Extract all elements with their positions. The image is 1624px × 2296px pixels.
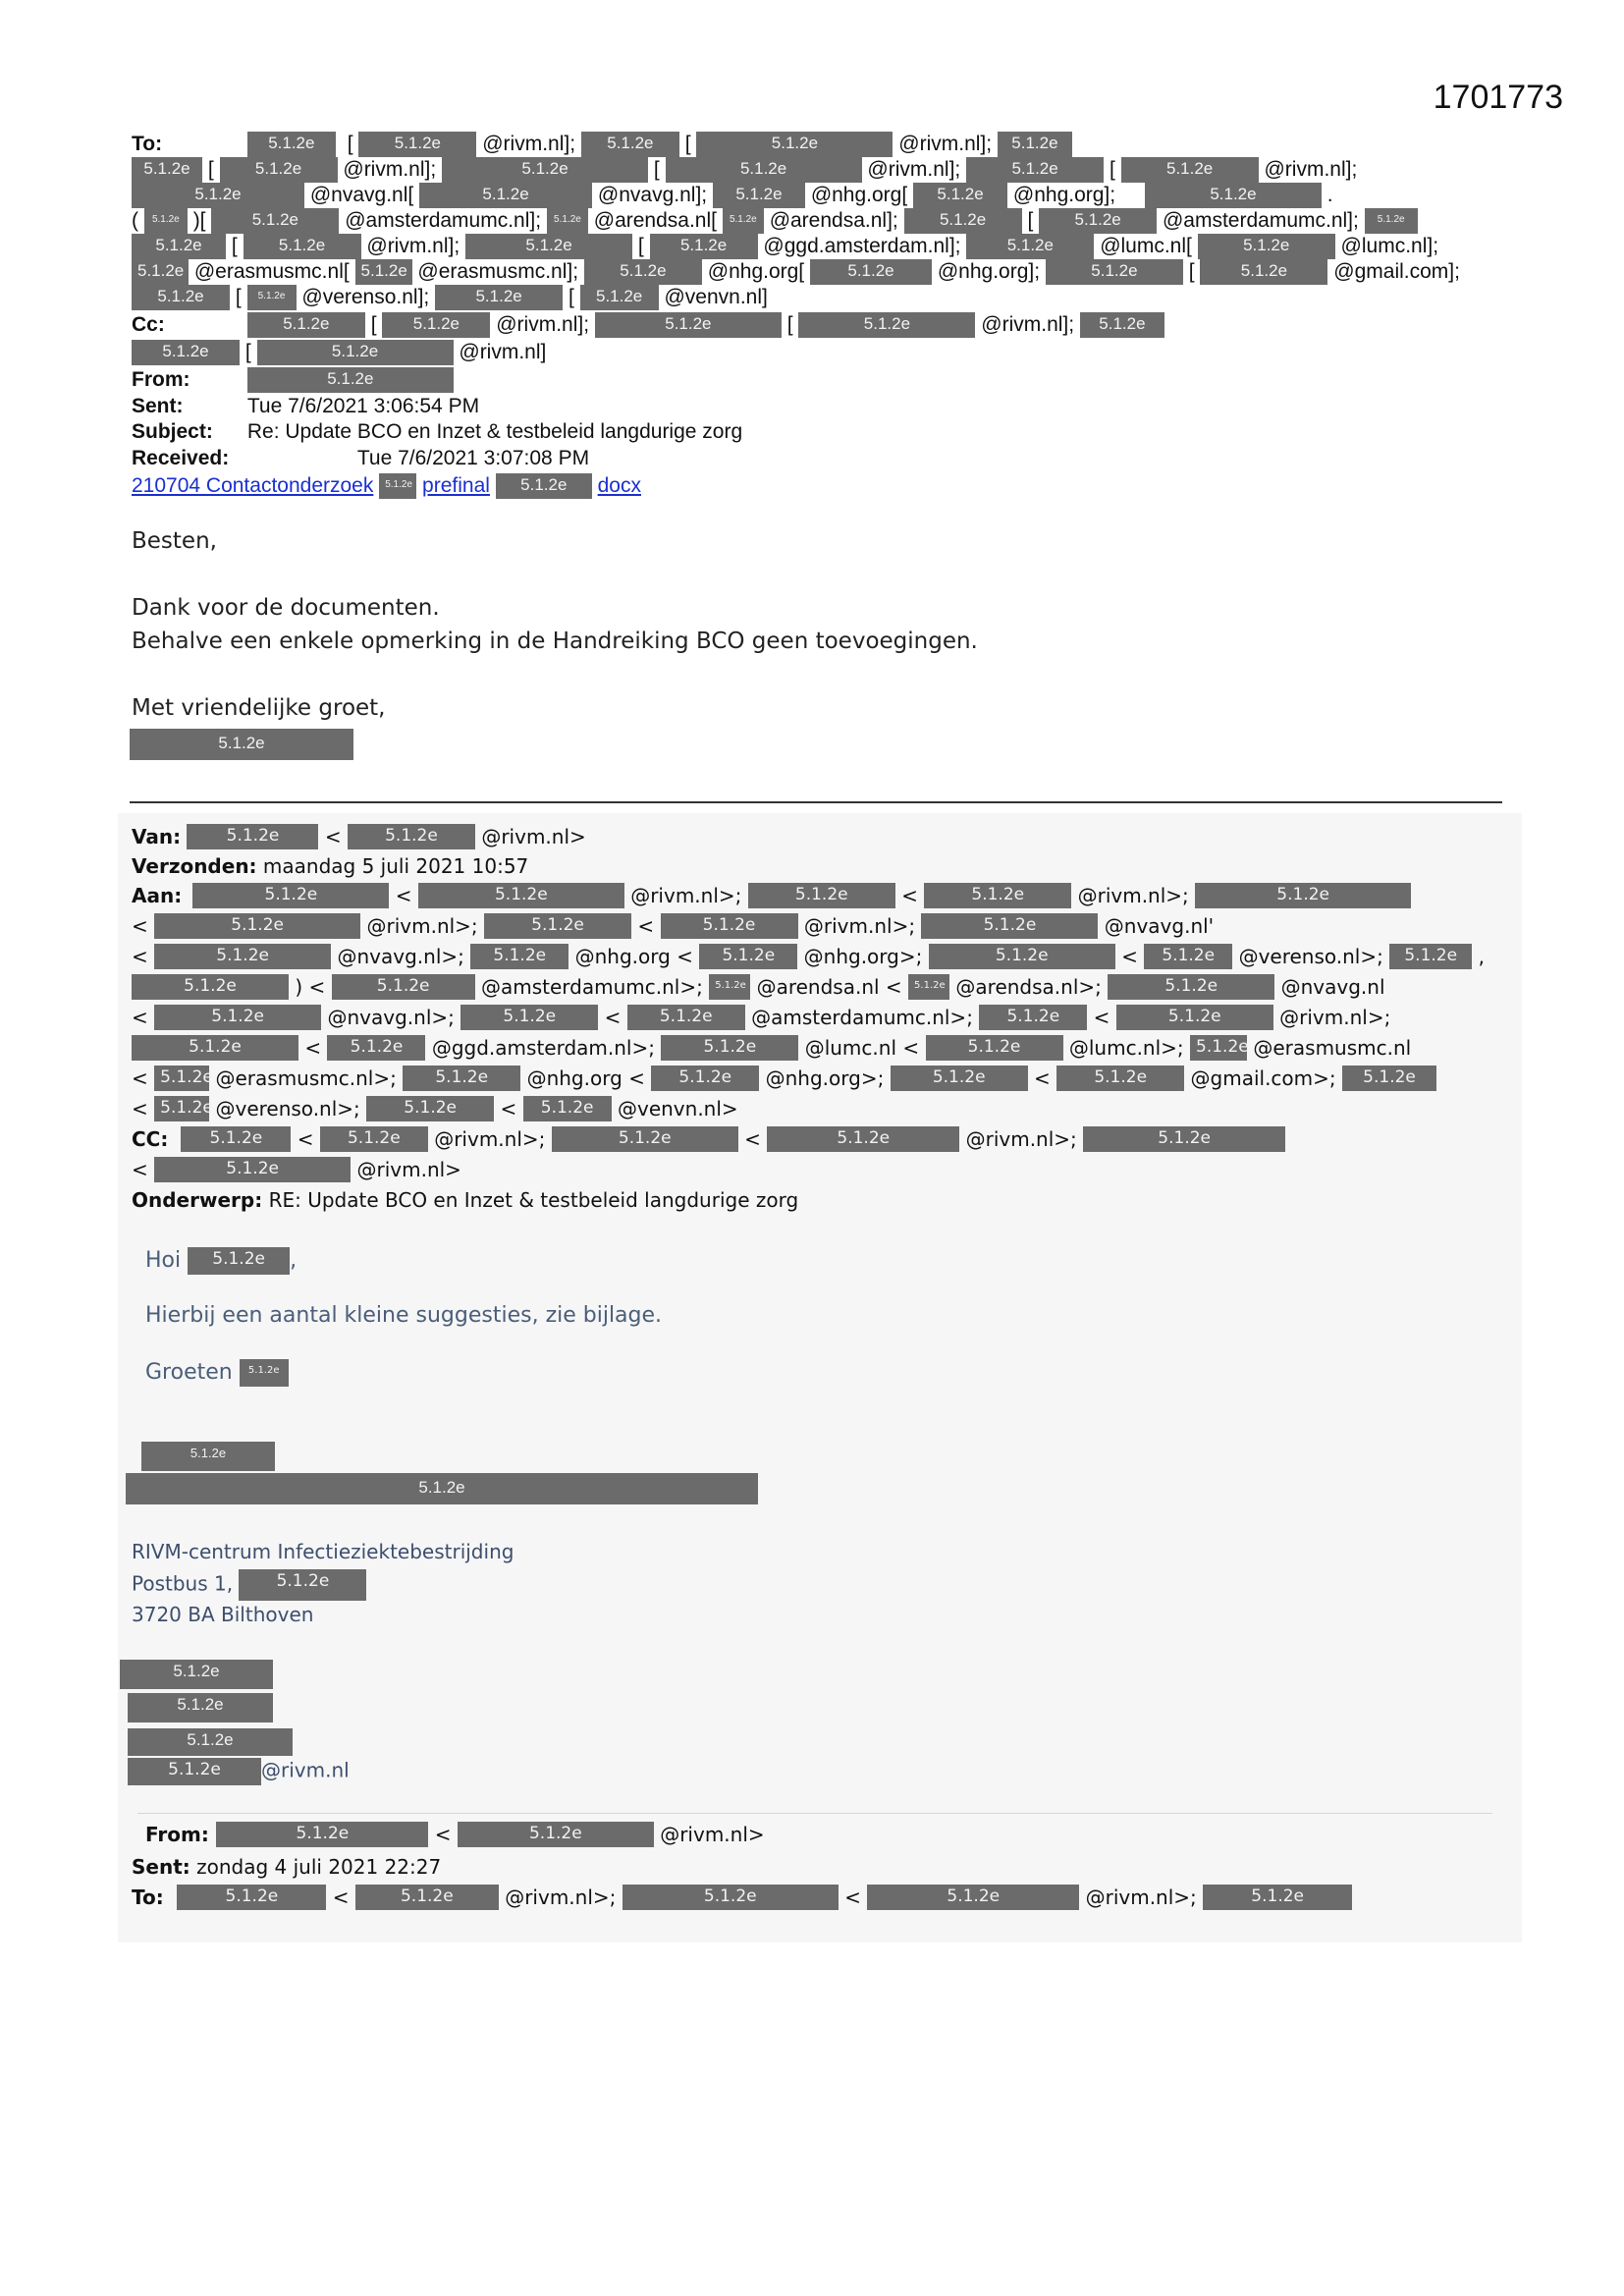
subject-label: Subject:: [132, 420, 213, 444]
aan-line: < 5.1.2e @nvavg.nl>; 5.1.2e @nhg.org < 5.1.2e @nhg.org>; 5.1.2e < 5.1.2e @verenso.nl>; 5.1.2e ,: [132, 944, 1485, 968]
redaction: 5.1.2e: [1039, 208, 1157, 234]
redaction: 5.1.2e: [154, 1096, 209, 1121]
received-line: [132, 447, 589, 470]
redaction: 5.1.2e: [177, 1885, 326, 1910]
redaction: 5.1.2e: [247, 312, 365, 338]
redaction: 5.1.2e: [666, 157, 862, 183]
redaction: 5.1.2e: [132, 974, 289, 1000]
to-line: 5.1.2e [ 5.1.2e @rivm.nl]; 5.1.2e [ 5.1.2e @rivm.nl]; 5.1.2e [ 5.1.2e @rivm.nl];: [132, 157, 1357, 183]
greeting: Besten,: [132, 528, 217, 554]
to-line: 5.1.2e @erasmusmc.nl[ 5.1.2e @erasmusmc.nl]; 5.1.2e @nhg.org[ 5.1.2e @nhg.org]; 5.1.2e [ 5.1.2e @gmail.com];: [132, 259, 1460, 285]
redaction: 5.1.2e: [355, 1885, 499, 1910]
reply-line: Hierbij een aantal kleine suggesties, zie bijlage.: [145, 1303, 663, 1328]
from-line: From: 5.1.2e < 5.1.2e @rivm.nl>: [145, 1822, 765, 1846]
sent-line: [132, 395, 479, 418]
redaction: 5.1.2e: [257, 340, 454, 365]
redaction: 5.1.2e: [247, 132, 336, 157]
signature-org: RIVM-centrum Infectieziektebestrijding: [132, 1540, 514, 1563]
redaction: 5.1.2e: [418, 883, 624, 908]
attachment-name-part[interactable]: docx: [597, 474, 641, 497]
sent-value: Tue 7/6/2021 3:06:54 PM: [246, 395, 480, 418]
aan-label: Aan:: [132, 883, 183, 907]
redaction: 5.1.2e: [465, 234, 632, 259]
redaction: 5.1.2e: [458, 1822, 654, 1847]
van-line: Van: 5.1.2e < 5.1.2e @rivm.nl>: [132, 824, 586, 848]
to-line: 5.1.2e [ 5.1.2e @verenso.nl]; 5.1.2e [ 5.1.2e @venvn.nl]: [132, 285, 768, 310]
redaction: 5.1.2e: [767, 1126, 959, 1152]
verzonden-value: maandag 5 juli 2021 10:57: [262, 853, 529, 878]
redaction: 5.1.2e: [867, 1885, 1079, 1910]
to-label: To:: [132, 133, 163, 155]
redaction: 5.1.2e: [154, 1066, 209, 1091]
redaction: 5.1.2e: [908, 974, 949, 1000]
verzonden-label: Verzonden:: [132, 853, 257, 878]
aan-line: < 5.1.2e @rivm.nl>; 5.1.2e < 5.1.2e @rivm.nl>; 5.1.2e @nvavg.nl': [132, 913, 1215, 938]
redaction: 5.1.2e: [154, 1005, 321, 1030]
redaction: 5.1.2e: [699, 944, 797, 969]
received-label: Received:: [132, 447, 230, 470]
cc-label: CC:: [132, 1126, 169, 1151]
redaction: 5.1.2e: [623, 1885, 839, 1910]
redaction: 5.1.2e: [419, 183, 592, 208]
to-line: ( 5.1.2e )[ 5.1.2e @amsterdamumc.nl]; 5.1.2e @arendsa.nl[ 5.1.2e @arendsa.nl]; 5.1.2e [ 5.1.2e @amsterdamumc.nl]; 5.1.2e: [132, 208, 1418, 234]
redaction: 5.1.2e: [332, 974, 475, 1000]
redaction: 5.1.2e: [240, 1359, 289, 1387]
to-line: To: 5.1.2e < 5.1.2e @rivm.nl>; 5.1.2e < 5.1.2e @rivm.nl>; 5.1.2e: [132, 1884, 1352, 1910]
redaction: 5.1.2e: [998, 132, 1072, 157]
body-line: Dank voor de documenten.: [132, 595, 440, 621]
signature-city: 3720 BA Bilthoven: [132, 1603, 314, 1626]
redaction: 5.1.2e: [1121, 157, 1259, 183]
aan-line: 5.1.2e < 5.1.2e @ggd.amsterdam.nl>; 5.1.2e @lumc.nl < 5.1.2e @lumc.nl>; 5.1.2e @erasmusmc.nl: [132, 1034, 1411, 1061]
signature-email: 5.1.2e @rivm.nl: [128, 1758, 350, 1785]
cc-line: < 5.1.2e @rivm.nl>: [132, 1157, 461, 1181]
redaction: 5.1.2e: [1083, 1126, 1285, 1152]
redaction: 5.1.2e: [192, 883, 389, 908]
redaction: 5.1.2e: [379, 473, 416, 499]
aan-line: 5.1.2e ) < 5.1.2e @amsterdamumc.nl>; 5.1.2e @arendsa.nl < 5.1.2e @arendsa.nl>; 5.1.2e @nvavg.nl: [132, 973, 1385, 1000]
redaction: 5.1.2e: [435, 285, 563, 310]
redaction: 5.1.2e: [1342, 1066, 1436, 1091]
redaction: 5.1.2e: [595, 312, 782, 338]
redaction: 5.1.2e: [547, 208, 588, 234]
redaction: 5.1.2e: [523, 1096, 612, 1121]
redaction: 5.1.2e: [327, 1035, 425, 1061]
sent-label: Sent:: [132, 1854, 190, 1879]
redaction: 5.1.2e: [187, 824, 318, 849]
redaction: 5.1.2e: [144, 208, 188, 234]
redaction: 5.1.2e: [552, 1126, 738, 1152]
onderwerp-value: RE: Update BCO en Inzet & testbeleid langdurige zorg: [268, 1187, 799, 1212]
redaction: 5.1.2e: [1200, 259, 1327, 285]
attachment-name-part[interactable]: prefinal: [422, 474, 490, 497]
signature-name-redaction: 5.1.2e: [141, 1442, 275, 1471]
redaction: 5.1.2e: [584, 259, 702, 285]
redaction: 5.1.2e: [798, 312, 975, 338]
redaction: 5.1.2e: [979, 1005, 1087, 1030]
attachment-name-part[interactable]: 210704 Contactonderzoek: [132, 474, 374, 497]
redaction: 5.1.2e: [220, 157, 338, 183]
from-label: From:: [145, 1822, 209, 1846]
redaction: 5.1.2e: [181, 1126, 291, 1152]
redaction: 5.1.2e: [1365, 208, 1418, 234]
onderwerp-line: [132, 1186, 798, 1212]
redaction: 5.1.2e: [713, 183, 805, 208]
redaction: 5.1.2e: [154, 944, 331, 969]
redaction: 5.1.2e: [661, 913, 798, 939]
sent-label: Sent:: [132, 395, 184, 418]
redaction: 5.1.2e: [1195, 883, 1411, 908]
redaction: 5.1.2e: [1046, 259, 1183, 285]
redaction: 5.1.2e: [132, 285, 230, 310]
signer-redaction: 5.1.2e: [130, 729, 353, 760]
cc-label: Cc:: [132, 313, 165, 336]
from-label: From:: [132, 368, 190, 391]
aan-line: < 5.1.2e @verenso.nl>; 5.1.2e < 5.1.2e @venvn.nl>: [132, 1096, 738, 1121]
attachment-link[interactable]: [132, 473, 641, 499]
redaction: 5.1.2e: [460, 1005, 598, 1030]
redaction: 5.1.2e: [154, 1157, 351, 1182]
redaction: 5.1.2e: [661, 1035, 798, 1061]
cc-line: CC: 5.1.2e < 5.1.2e @rivm.nl>; 5.1.2e < 5.1.2e @rivm.nl>; 5.1.2e: [132, 1125, 1285, 1152]
redaction: 5.1.2e: [1144, 944, 1232, 969]
redaction: 5.1.2e: [1145, 183, 1322, 208]
redaction: 5.1.2e: [132, 183, 304, 208]
divider: [130, 801, 1502, 803]
signature-title-redaction: 5.1.2e: [126, 1473, 758, 1504]
redaction: 5.1.2e: [696, 132, 893, 157]
redaction: 5.1.2e: [216, 1822, 428, 1847]
redaction: 5.1.2e: [348, 824, 475, 849]
to-label: To:: [132, 1885, 164, 1909]
onderwerp-label: Onderwerp:: [132, 1187, 263, 1212]
redaction: 5.1.2e: [132, 340, 240, 365]
subject-value: Re: Update BCO en Inzet & testbeleid langdurige zorg: [246, 420, 743, 444]
redaction: 5.1.2e: [580, 285, 659, 310]
signature-contact-redaction: 5.1.2e: [120, 1660, 273, 1689]
redaction: 5.1.2e: [966, 234, 1094, 259]
signature-postbus: Postbus 1, 5.1.2e: [132, 1569, 366, 1601]
document-id: 1701773: [1433, 79, 1563, 116]
verzonden-line: [132, 852, 528, 878]
cc-line: Cc: 5.1.2e [ 5.1.2e @rivm.nl]; 5.1.2e [ 5.1.2e @rivm.nl]; 5.1.2e: [132, 312, 1164, 338]
divider: [137, 1813, 1492, 1814]
redaction: 5.1.2e: [211, 208, 339, 234]
redaction: 5.1.2e: [366, 1096, 494, 1121]
redaction: 5.1.2e: [484, 913, 631, 939]
redaction: 5.1.2e: [1190, 1035, 1247, 1061]
redaction: 5.1.2e: [382, 312, 490, 338]
reply-greeting: Hoi 5.1.2e ,: [145, 1248, 298, 1273]
redaction: 5.1.2e: [651, 1066, 759, 1091]
redaction: 5.1.2e: [132, 1035, 298, 1061]
redaction: 5.1.2e: [921, 913, 1098, 939]
redaction: 5.1.2e: [810, 259, 932, 285]
redaction: 5.1.2e: [355, 259, 412, 285]
aan-line: < 5.1.2e @nvavg.nl>; 5.1.2e < 5.1.2e @amsterdamumc.nl>; 5.1.2e < 5.1.2e @rivm.nl>;: [132, 1005, 1391, 1029]
redaction: 5.1.2e: [247, 367, 454, 393]
subject-line: [132, 420, 742, 444]
redaction: 5.1.2e: [1203, 1885, 1352, 1910]
redaction: 5.1.2e: [154, 913, 360, 939]
redaction: 5.1.2e: [966, 157, 1104, 183]
van-label: Van:: [132, 824, 182, 848]
to-line: 5.1.2e @nvavg.nl[ 5.1.2e @nvavg.nl]; 5.1.2e @nhg.org[ 5.1.2e @nhg.org]; 5.1.2e .: [132, 183, 1333, 208]
redaction: 5.1.2e: [709, 974, 750, 1000]
sent-line: [132, 1853, 441, 1879]
redaction: 5.1.2e: [247, 285, 297, 310]
redaction: 5.1.2e: [650, 234, 758, 259]
redaction: 5.1.2e: [924, 883, 1071, 908]
redaction: 5.1.2e: [913, 183, 1007, 208]
signature-contact-redaction: 5.1.2e: [128, 1728, 293, 1756]
redaction: 5.1.2e: [627, 1005, 745, 1030]
redaction: 5.1.2e: [132, 259, 189, 285]
redaction: 5.1.2e: [403, 1066, 520, 1091]
signature-contact-redaction: 5.1.2e: [128, 1693, 273, 1722]
redaction: 5.1.2e: [470, 944, 568, 969]
redaction: 5.1.2e: [926, 1035, 1063, 1061]
redaction: 5.1.2e: [1116, 1005, 1273, 1030]
redaction: 5.1.2e: [748, 883, 895, 908]
cc-line: 5.1.2e [ 5.1.2e @rivm.nl]: [132, 340, 546, 365]
redaction: 5.1.2e: [1080, 312, 1164, 338]
redaction: 5.1.2e: [239, 1569, 366, 1601]
redaction: 5.1.2e: [723, 208, 764, 234]
redaction: 5.1.2e: [1198, 234, 1335, 259]
redaction: 5.1.2e: [496, 473, 592, 499]
redaction: 5.1.2e: [1108, 974, 1274, 1000]
to-line: 5.1.2e [ 5.1.2e @rivm.nl]; 5.1.2e [ 5.1.2e @ggd.amsterdam.nl]; 5.1.2e @lumc.nl[ 5.1.2e @lumc.nl];: [132, 234, 1438, 259]
redaction: 5.1.2e: [1056, 1066, 1184, 1091]
closing: Met vriendelijke groet,: [132, 695, 386, 721]
redaction: 5.1.2e: [904, 208, 1022, 234]
redaction: 5.1.2e: [581, 132, 679, 157]
body-line: Behalve een enkele opmerking in de Handreiking BCO geen toevoegingen.: [132, 629, 978, 654]
redaction: 5.1.2e: [891, 1066, 1028, 1091]
redaction: 5.1.2e: [358, 132, 476, 157]
redaction: 5.1.2e: [1389, 944, 1472, 969]
redaction: 5.1.2e: [929, 944, 1115, 969]
aan-line: Aan: 5.1.2e < 5.1.2e @rivm.nl>; 5.1.2e < 5.1.2e @rivm.nl>; 5.1.2e: [132, 882, 1411, 908]
redaction: 5.1.2e: [132, 157, 202, 183]
from-line: [132, 367, 454, 393]
redaction: 5.1.2e: [320, 1126, 428, 1152]
sent-value: zondag 4 juli 2021 22:27: [196, 1854, 442, 1879]
redaction: 5.1.2e: [132, 234, 226, 259]
aan-line: < 5.1.2e @erasmusmc.nl>; 5.1.2e @nhg.org < 5.1.2e @nhg.org>; 5.1.2e < 5.1.2e @gmail.com>; 5.1.2e: [132, 1065, 1436, 1091]
redaction: 5.1.2e: [442, 157, 648, 183]
received-value: Tue 7/6/2021 3:07:08 PM: [356, 447, 590, 470]
redaction: 5.1.2e: [244, 234, 361, 259]
redaction: 5.1.2e: [128, 1758, 261, 1785]
redaction: 5.1.2e: [188, 1247, 290, 1275]
to-line: To: 5.1.2e [ 5.1.2e @rivm.nl]; 5.1.2e [ 5.1.2e @rivm.nl]; 5.1.2e: [132, 132, 1072, 157]
reply-closing: Groeten 5.1.2e: [145, 1359, 289, 1387]
